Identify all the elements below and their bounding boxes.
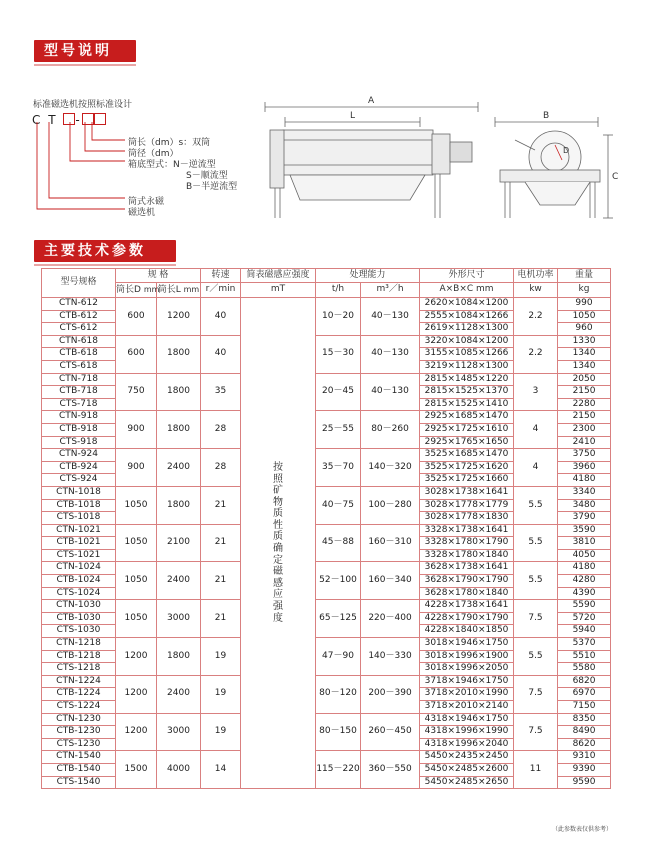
dims-cell: 3718×1946×1750 xyxy=(420,675,514,688)
dims-cell: 2620×1084×1200 xyxy=(420,298,514,311)
weight-cell: 9310 xyxy=(558,751,611,764)
table-row xyxy=(42,675,611,688)
model-cell: CTS-918 xyxy=(42,436,116,449)
weight-cell: 3750 xyxy=(558,449,611,462)
dim-label-a: A xyxy=(368,96,375,106)
model-cell: CTB-618 xyxy=(42,348,116,361)
diameter-cell: 750 xyxy=(116,373,157,411)
model-cell: CTN-1218 xyxy=(42,638,116,651)
model-cell: CTS-1024 xyxy=(42,587,116,600)
capacity-m-cell: 160－310 xyxy=(361,524,420,562)
weight-cell: 5590 xyxy=(558,600,611,613)
model-cell: CTB-718 xyxy=(42,386,116,399)
power-cell: 7.5 xyxy=(514,600,558,638)
model-cell: CTN-1230 xyxy=(42,713,116,726)
model-cell: CTN-1024 xyxy=(42,562,116,575)
field-note-char: 度 xyxy=(273,612,283,624)
field-note-char: 强 xyxy=(273,601,283,613)
model-cell: CTS-612 xyxy=(42,323,116,336)
weight-cell: 3790 xyxy=(558,512,611,525)
weight-cell: 9390 xyxy=(558,763,611,776)
field-note-char: 质 xyxy=(273,508,283,520)
header-field: 简表磁感应强度 xyxy=(241,269,316,283)
diameter-cell: 1200 xyxy=(116,675,157,713)
speed-cell: 19 xyxy=(201,713,241,751)
capacity-m-cell: 140－320 xyxy=(361,449,420,487)
field-note-char: 磁 xyxy=(273,566,283,578)
legend-s-type: S－顺流型 xyxy=(186,171,228,181)
speed-cell: 35 xyxy=(201,373,241,411)
model-cell: CTB-1218 xyxy=(42,650,116,663)
model-cell: CTN-924 xyxy=(42,449,116,462)
header-speed: 转速 xyxy=(201,269,241,283)
power-cell: 11 xyxy=(514,751,558,789)
model-cell: CTS-1030 xyxy=(42,625,116,638)
field-note-char: 确 xyxy=(273,543,283,555)
capacity-m-cell: 220－400 xyxy=(361,600,420,638)
capacity-t-cell: 80－120 xyxy=(316,675,361,713)
model-cell: CTN-1018 xyxy=(42,486,116,499)
dims-cell: 4228×1790×1790 xyxy=(420,612,514,625)
weight-cell: 1330 xyxy=(558,335,611,348)
dims-cell: 2815×1525×1370 xyxy=(420,386,514,399)
model-cell: CTN-618 xyxy=(42,335,116,348)
dim-label-d: D xyxy=(563,146,570,155)
dims-cell: 3155×1085×1266 xyxy=(420,348,514,361)
model-cell: CTS-924 xyxy=(42,474,116,487)
speed-cell: 21 xyxy=(201,486,241,524)
field-note-cell xyxy=(241,298,316,789)
dims-cell: 4318×1996×2040 xyxy=(420,738,514,751)
dim-label-b: B xyxy=(543,111,550,121)
table-row xyxy=(42,562,611,575)
dims-cell: 3628×1738×1641 xyxy=(420,562,514,575)
diameter-cell: 600 xyxy=(116,298,157,336)
length-cell: 3000 xyxy=(157,713,201,751)
capacity-m-cell: 40－130 xyxy=(361,298,420,336)
field-note-char: 质 xyxy=(273,531,283,543)
header-speed-unit: r／min xyxy=(201,282,241,297)
field-note-char: 照 xyxy=(273,473,283,485)
capacity-t-cell: 65－125 xyxy=(316,600,361,638)
header-dims-sub xyxy=(420,282,514,297)
dims-cell: 5450×2485×2650 xyxy=(420,776,514,789)
model-cell: CTB-612 xyxy=(42,310,116,323)
dims-cell: 3328×1780×1840 xyxy=(420,549,514,562)
model-cell: CTB-1230 xyxy=(42,726,116,739)
length-cell: 4000 xyxy=(157,751,201,789)
model-cell: CTB-1021 xyxy=(42,537,116,550)
weight-cell: 9590 xyxy=(558,776,611,789)
model-cell: CTB-1024 xyxy=(42,575,116,588)
table-row xyxy=(42,524,611,537)
weight-cell: 1340 xyxy=(558,360,611,373)
model-cell: CTS-1218 xyxy=(42,663,116,676)
legend-tank-type: 箱底型式：N－逆流型 xyxy=(128,160,216,170)
header-diameter-unit: mm xyxy=(143,284,160,294)
length-cell: 2400 xyxy=(157,562,201,600)
table-row xyxy=(42,373,611,386)
table-row xyxy=(42,449,611,462)
model-cell: CTN-1224 xyxy=(42,675,116,688)
weight-cell: 1050 xyxy=(558,310,611,323)
length-cell: 2400 xyxy=(157,449,201,487)
capacity-t-cell: 20－45 xyxy=(316,373,361,411)
speed-cell: 40 xyxy=(201,298,241,336)
diameter-cell: 1200 xyxy=(116,638,157,676)
length-cell: 1800 xyxy=(157,638,201,676)
power-cell: 4 xyxy=(514,449,558,487)
dims-cell: 3718×2010×1990 xyxy=(420,688,514,701)
weight-cell: 3480 xyxy=(558,499,611,512)
table-row xyxy=(42,751,611,764)
header-length-label: 筒长L xyxy=(157,284,181,295)
field-note-char: 按 xyxy=(273,461,283,473)
model-cell: CTB-1224 xyxy=(42,688,116,701)
dims-cell: 3328×1780×1790 xyxy=(420,537,514,550)
speed-cell: 21 xyxy=(201,562,241,600)
table-row xyxy=(42,335,611,348)
diameter-cell: 1500 xyxy=(116,751,157,789)
header-capacity: 处理能力 xyxy=(316,269,420,283)
weight-cell: 2410 xyxy=(558,436,611,449)
capacity-m-cell: 80－260 xyxy=(361,411,420,449)
dims-cell: 4318×1996×1990 xyxy=(420,726,514,739)
weight-cell: 4050 xyxy=(558,549,611,562)
field-note-char: 感 xyxy=(273,577,283,589)
model-cell: CTB-918 xyxy=(42,423,116,436)
dims-cell: 3328×1738×1641 xyxy=(420,524,514,537)
length-cell: 2100 xyxy=(157,524,201,562)
diameter-cell: 1050 xyxy=(116,600,157,638)
dims-cell: 4318×1946×1750 xyxy=(420,713,514,726)
dims-cell: 3028×1778×1830 xyxy=(420,512,514,525)
model-cell: CTS-1021 xyxy=(42,549,116,562)
weight-cell: 5580 xyxy=(558,663,611,676)
legend-length: 筒长（dm）s：双筒 xyxy=(128,138,211,148)
model-cell: CTN-1030 xyxy=(42,600,116,613)
capacity-m-cell: 160－340 xyxy=(361,562,420,600)
dims-cell: 3525×1725×1660 xyxy=(420,474,514,487)
dims-cell: 2925×1685×1470 xyxy=(420,411,514,424)
capacity-m-cell: 260－450 xyxy=(361,713,420,751)
weight-cell: 4180 xyxy=(558,474,611,487)
table-row xyxy=(42,638,611,651)
weight-cell: 2050 xyxy=(558,373,611,386)
header-cap-m: m³／h xyxy=(361,282,420,297)
diameter-cell: 1200 xyxy=(116,713,157,751)
header-diameter xyxy=(116,282,160,297)
dims-cell: 5450×2485×2600 xyxy=(420,763,514,776)
table-row xyxy=(42,411,611,424)
dims-cell: 2555×1084×1266 xyxy=(420,310,514,323)
field-note-char: 物 xyxy=(273,496,283,508)
power-cell: 5.5 xyxy=(514,486,558,524)
dims-cell: 3018×1996×1900 xyxy=(420,650,514,663)
length-cell: 2400 xyxy=(157,675,201,713)
weight-cell: 3590 xyxy=(558,524,611,537)
footnote: （此参数表仅供参考） xyxy=(551,826,612,833)
section-title-model: 型号说明 xyxy=(34,40,136,62)
field-note-char: 定 xyxy=(273,554,283,566)
spec-table xyxy=(41,268,611,789)
weight-cell: 7150 xyxy=(558,701,611,714)
weight-cell: 3340 xyxy=(558,486,611,499)
speed-cell: 21 xyxy=(201,524,241,562)
capacity-m-cell: 360－550 xyxy=(361,751,420,789)
weight-cell: 8490 xyxy=(558,726,611,739)
length-cell: 3000 xyxy=(157,600,201,638)
power-cell: 7.5 xyxy=(514,713,558,751)
weight-cell: 2150 xyxy=(558,386,611,399)
diameter-cell: 1050 xyxy=(116,524,157,562)
capacity-m-cell: 200－390 xyxy=(361,675,420,713)
speed-cell: 21 xyxy=(201,600,241,638)
length-cell: 1800 xyxy=(157,486,201,524)
header-power: 电机功率 xyxy=(514,269,558,283)
standard-text: 标准磁选机按照标准设计 xyxy=(33,100,133,110)
header-power-unit: kw xyxy=(514,282,558,297)
weight-cell: 6970 xyxy=(558,688,611,701)
weight-cell: 4180 xyxy=(558,562,611,575)
header-dims-formula: A×B×C xyxy=(439,284,474,295)
table-row xyxy=(42,600,611,613)
capacity-t-cell: 25－55 xyxy=(316,411,361,449)
header-length-unit: mm xyxy=(183,284,200,294)
capacity-m-cell: 100－280 xyxy=(361,486,420,524)
model-cell: CTN-918 xyxy=(42,411,116,424)
weight-cell: 8350 xyxy=(558,713,611,726)
capacity-t-cell: 40－75 xyxy=(316,486,361,524)
model-cell: CTS-1224 xyxy=(42,701,116,714)
dims-cell: 3028×1778×1779 xyxy=(420,499,514,512)
speed-cell: 28 xyxy=(201,449,241,487)
power-cell: 3 xyxy=(514,373,558,411)
dims-cell: 3018×1996×2050 xyxy=(420,663,514,676)
dims-cell: 3525×1685×1470 xyxy=(420,449,514,462)
header-field-unit: mT xyxy=(241,282,316,297)
weight-cell: 4390 xyxy=(558,587,611,600)
model-cell: CTN-1540 xyxy=(42,751,116,764)
model-cell: CTB-1540 xyxy=(42,763,116,776)
power-cell: 7.5 xyxy=(514,675,558,713)
model-cell: CTS-618 xyxy=(42,360,116,373)
capacity-m-cell: 140－330 xyxy=(361,638,420,676)
model-cell: CTN-612 xyxy=(42,298,116,311)
legend-separator: 磁选机 xyxy=(128,208,156,218)
length-cell: 1800 xyxy=(157,373,201,411)
weight-cell: 5720 xyxy=(558,612,611,625)
model-cell: CTN-1021 xyxy=(42,524,116,537)
weight-cell: 1340 xyxy=(558,348,611,361)
weight-cell: 960 xyxy=(558,323,611,336)
dims-cell: 2815×1525×1410 xyxy=(420,398,514,411)
legend-diameter: 筒径（dm） xyxy=(128,149,179,159)
model-cell: CTB-1030 xyxy=(42,612,116,625)
power-cell: 2.2 xyxy=(514,298,558,336)
model-cell: CTS-1540 xyxy=(42,776,116,789)
field-note-char: 矿 xyxy=(273,485,283,497)
power-cell: 2.2 xyxy=(514,335,558,373)
weight-cell: 3960 xyxy=(558,461,611,474)
header-diameter-label: 筒长D xyxy=(116,284,141,295)
model-cell: CTN-718 xyxy=(42,373,116,386)
model-cell: CTS-718 xyxy=(42,398,116,411)
diameter-cell: 600 xyxy=(116,335,157,373)
dims-cell: 2815×1485×1220 xyxy=(420,373,514,386)
speed-cell: 19 xyxy=(201,675,241,713)
dims-cell: 3718×2010×2140 xyxy=(420,701,514,714)
table-row xyxy=(42,298,611,311)
dims-cell: 4228×1738×1641 xyxy=(420,600,514,613)
machine-drawing xyxy=(0,0,650,240)
header-length xyxy=(157,282,201,297)
header-weight-unit: kg xyxy=(558,282,611,297)
weight-cell: 5940 xyxy=(558,625,611,638)
table-row xyxy=(42,486,611,499)
length-cell: 1800 xyxy=(157,411,201,449)
power-cell: 4 xyxy=(514,411,558,449)
section-title-specs: 主要技术参数 xyxy=(34,240,176,262)
speed-cell: 40 xyxy=(201,335,241,373)
table-row xyxy=(42,713,611,726)
diameter-cell: 900 xyxy=(116,449,157,487)
dims-cell: 3028×1738×1641 xyxy=(420,486,514,499)
header-cap-t: t/h xyxy=(316,282,361,297)
header-dims xyxy=(420,269,514,283)
dims-cell: 3219×1128×1300 xyxy=(420,360,514,373)
model-cell: CTB-924 xyxy=(42,461,116,474)
weight-cell: 990 xyxy=(558,298,611,311)
dims-cell: 2619×1128×1300 xyxy=(420,323,514,336)
model-cell: CTS-1230 xyxy=(42,738,116,751)
capacity-t-cell: 15－30 xyxy=(316,335,361,373)
dim-label-c: C xyxy=(612,172,619,182)
diameter-cell: 900 xyxy=(116,411,157,449)
legend-b-type: B－半逆流型 xyxy=(186,182,238,192)
spec-table-body xyxy=(42,298,611,789)
header-dims-label: 外形尺寸 xyxy=(448,269,485,280)
power-cell: 5.5 xyxy=(514,524,558,562)
weight-cell: 2300 xyxy=(558,423,611,436)
weight-cell: 3810 xyxy=(558,537,611,550)
dims-cell: 3525×1725×1620 xyxy=(420,461,514,474)
capacity-t-cell: 45－88 xyxy=(316,524,361,562)
capacity-t-cell: 35－70 xyxy=(316,449,361,487)
header-weight: 重量 xyxy=(558,269,611,283)
capacity-t-cell: 52－100 xyxy=(316,562,361,600)
dims-cell: 3628×1780×1840 xyxy=(420,587,514,600)
dims-cell: 3628×1790×1790 xyxy=(420,575,514,588)
model-cell: CTB-1018 xyxy=(42,499,116,512)
weight-cell: 8620 xyxy=(558,738,611,751)
dims-cell: 3018×1946×1750 xyxy=(420,638,514,651)
capacity-m-cell: 40－130 xyxy=(361,335,420,373)
capacity-t-cell: 47－90 xyxy=(316,638,361,676)
model-dash: - xyxy=(75,113,82,127)
speed-cell: 28 xyxy=(201,411,241,449)
capacity-t-cell: 115－220 xyxy=(316,751,361,789)
header-dims-unit: mm xyxy=(476,284,494,295)
capacity-t-cell: 10－20 xyxy=(316,298,361,336)
capacity-t-cell: 80－150 xyxy=(316,713,361,751)
dim-label-l: L xyxy=(350,111,356,121)
dims-cell: 5450×2435×2450 xyxy=(420,751,514,764)
weight-cell: 4280 xyxy=(558,575,611,588)
length-cell: 1200 xyxy=(157,298,201,336)
weight-cell: 5370 xyxy=(558,638,611,651)
dims-cell: 2925×1725×1610 xyxy=(420,423,514,436)
length-cell: 1800 xyxy=(157,335,201,373)
model-cell: CTS-1018 xyxy=(42,512,116,525)
field-note-char: 应 xyxy=(273,589,283,601)
weight-cell: 5510 xyxy=(558,650,611,663)
legend-permanent: 筒式永磁 xyxy=(128,197,165,207)
field-note-char: 性 xyxy=(273,519,283,531)
capacity-m-cell: 40－130 xyxy=(361,373,420,411)
header-model: 型号规格 xyxy=(42,269,116,298)
power-cell: 5.5 xyxy=(514,562,558,600)
speed-cell: 14 xyxy=(201,751,241,789)
power-cell: 5.5 xyxy=(514,638,558,676)
dims-cell: 2925×1765×1650 xyxy=(420,436,514,449)
weight-cell: 2280 xyxy=(558,398,611,411)
diameter-cell: 1050 xyxy=(116,486,157,524)
dims-cell: 3220×1084×1200 xyxy=(420,335,514,348)
speed-cell: 19 xyxy=(201,638,241,676)
header-spec: 规 格 xyxy=(116,269,201,283)
diameter-cell: 1050 xyxy=(116,562,157,600)
weight-cell: 6820 xyxy=(558,675,611,688)
weight-cell: 2150 xyxy=(558,411,611,424)
model-prefix: C T xyxy=(32,113,58,127)
dims-cell: 4228×1840×1850 xyxy=(420,625,514,638)
